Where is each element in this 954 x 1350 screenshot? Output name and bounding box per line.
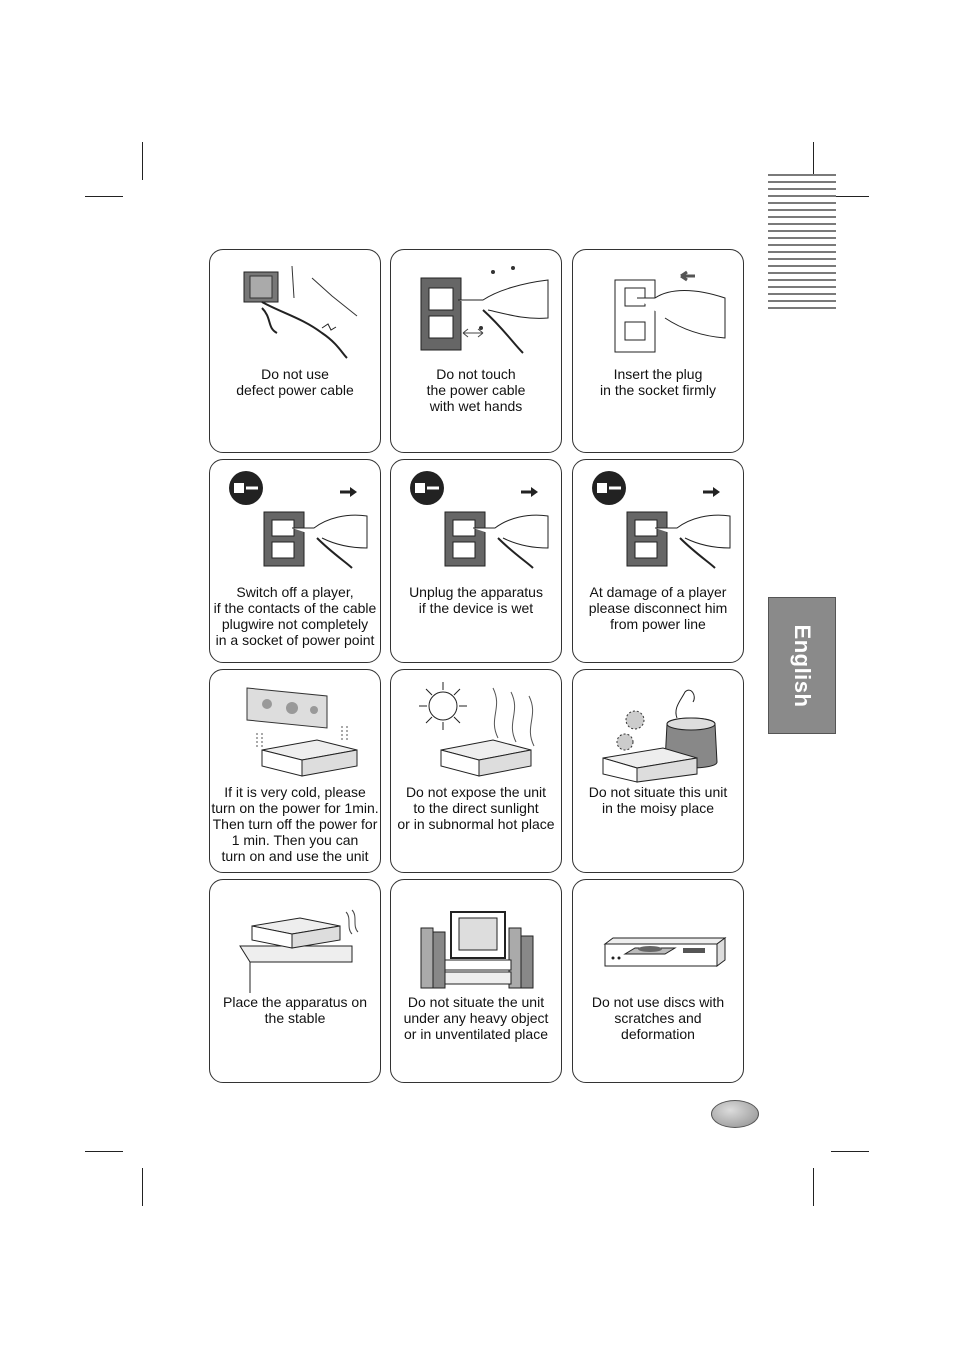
wet-hands-plug-icon [403, 258, 551, 363]
safety-card-unplug-wet [390, 459, 562, 663]
card-caption: At damage of a player please disconnect him from power line [588, 584, 728, 632]
decorative-stripes [768, 174, 836, 312]
safety-card-moisture [572, 669, 744, 873]
card-caption: Do not situate this unit in the moisy place [588, 784, 728, 816]
insert-plug-icon [585, 258, 733, 363]
card-caption: Do not use defect power cable [236, 366, 354, 398]
safety-card-sunlight [390, 669, 562, 873]
card-caption: Do not touch the power cable with wet hands [426, 366, 526, 414]
safety-card-ventilation [390, 879, 562, 1083]
safety-card-switch-off [209, 459, 381, 663]
player-on-table-icon [222, 888, 370, 993]
unplug-icon [403, 468, 551, 573]
crop-mark [142, 1168, 143, 1206]
card-caption: Do not situate the unit under any heavy object or in unventilated place [403, 994, 549, 1042]
safety-card-wet-hands [390, 249, 562, 453]
page-number-badge [711, 1100, 759, 1128]
cold-window-player-icon [222, 678, 370, 783]
crop-mark [85, 196, 123, 197]
stacked-tv-player-icon [403, 888, 551, 993]
safety-card-damage-disconnect [572, 459, 744, 663]
card-caption: Do not expose the unit to the direct sunlight or in subnormal hot place [397, 784, 555, 832]
crop-mark [85, 1151, 123, 1152]
card-caption: Do not use discs with scratches and deformation [591, 994, 725, 1042]
safety-card-stable [209, 879, 381, 1083]
humidifier-player-icon [585, 678, 733, 783]
unplug-icon [585, 468, 733, 573]
card-caption: If it is very cold, please turn on the power for 1min. Then turn off the power for 1 min. Then you can turn on and use the unit [211, 784, 379, 864]
safety-card-discs [572, 879, 744, 1083]
card-caption: Insert the plug in the socket firmly [600, 366, 716, 398]
crop-mark [831, 196, 869, 197]
card-caption: Unplug the apparatus if the device is wet [409, 584, 543, 616]
safety-card-cold [209, 669, 381, 873]
disc-tray-icon [585, 888, 733, 993]
crop-mark [142, 142, 143, 180]
language-tab-label: English [790, 624, 815, 707]
language-tab [768, 597, 836, 734]
damaged-cable-icon [222, 258, 370, 363]
safety-card-insert-plug [572, 249, 744, 453]
card-caption: Switch off a player, if the contacts of the cable plugwire not completely in a socket of power point [213, 584, 377, 648]
unplug-icon [222, 468, 370, 573]
safety-card-damaged-cable [209, 249, 381, 453]
card-caption: Place the apparatus on the stable [223, 994, 367, 1026]
sun-player-icon [403, 678, 551, 783]
crop-mark [813, 1168, 814, 1206]
crop-mark [831, 1151, 869, 1152]
